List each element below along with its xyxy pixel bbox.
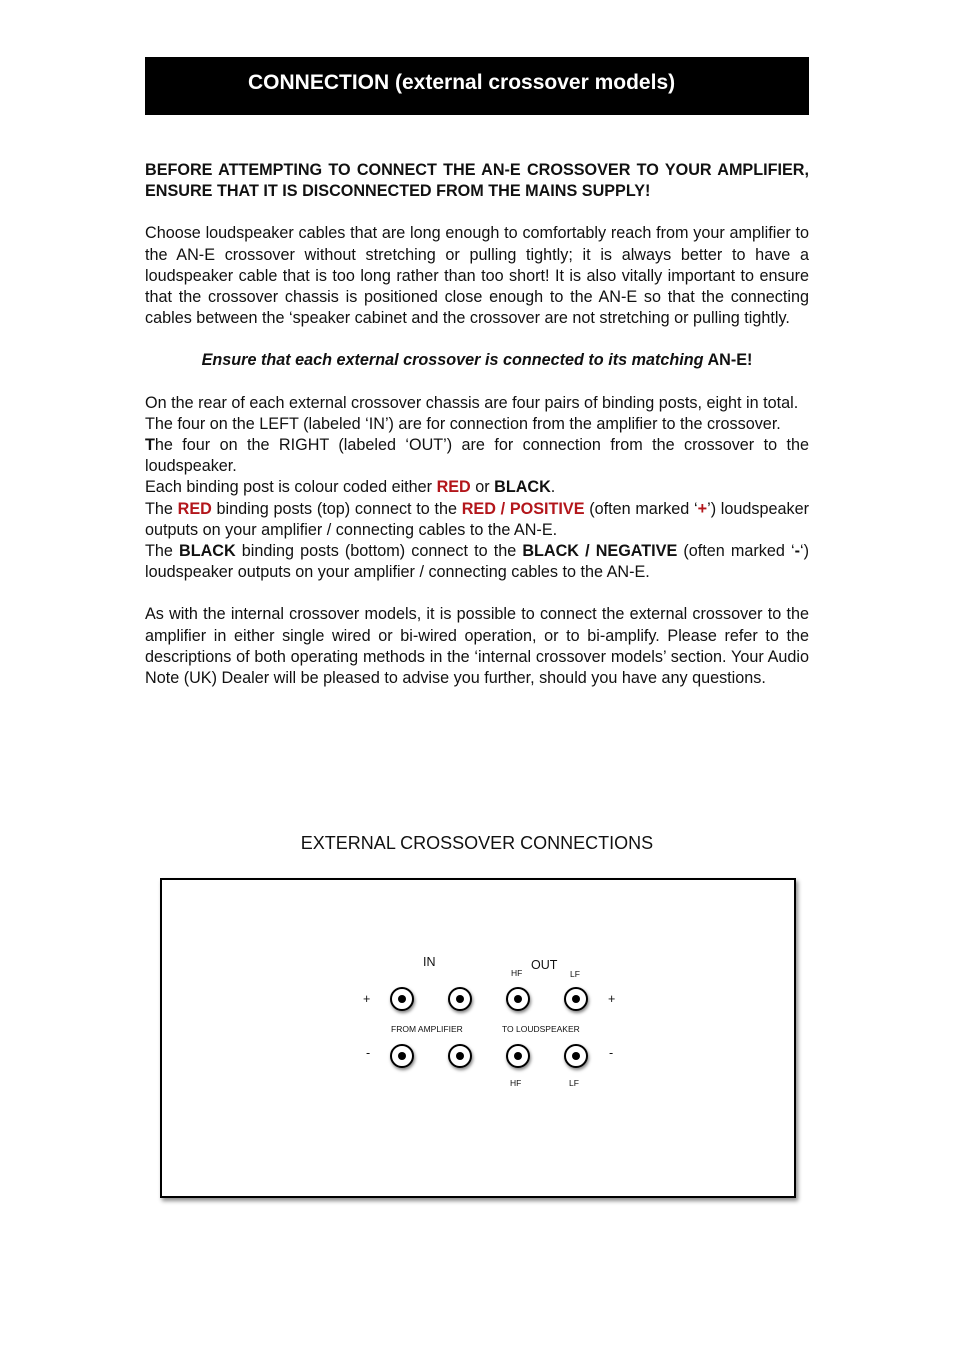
crossover-diagram [160, 878, 796, 1198]
colour-black-word: BLACK [494, 478, 551, 497]
matching-note-italic: Ensure that each external crossover is connected to its matching [201, 351, 704, 370]
to-loudspeaker-label: TO LOUDSPEAKER [502, 1024, 580, 1034]
paragraph-right-initial: T [145, 436, 155, 455]
out-label: OUT [531, 958, 558, 972]
binding-post-out-lf-negative [564, 1044, 588, 1068]
binding-post-out-hf-negative [506, 1044, 530, 1068]
matching-note-bold: AN-E! [707, 351, 753, 370]
warning-text: BEFORE ATTEMPTING TO CONNECT THE AN-E CROSSOVER TO YOUR AMPLIFIER, ENSURE THAT IT IS DISCONNECTED FROM THE MAINS SUPPLY! [145, 161, 809, 201]
plus-left-label: + [363, 992, 371, 1006]
red-text-d: ’) loudspeaker outputs on your amplifier / connecting cables to the AN-E. [145, 499, 809, 539]
black-minus: - [794, 542, 800, 561]
red-text-c: (often marked ‘ [584, 499, 698, 518]
hf-top-label: HF [511, 968, 523, 978]
hf-bottom-label: HF [510, 1078, 522, 1088]
minus-left-label: - [366, 1046, 371, 1060]
binding-post-in-negative-1 [390, 1044, 414, 1068]
red-positive: RED / POSITIVE [461, 499, 585, 518]
binding-post-out-hf-positive [506, 987, 530, 1011]
black-word: BLACK [179, 542, 236, 561]
paragraph-right [145, 435, 809, 477]
paragraph-colour [145, 477, 809, 498]
red-word: RED [177, 499, 212, 518]
page-title: CONNECTION (external crossover models) [248, 71, 676, 94]
page-title-bar [145, 57, 809, 115]
red-text-b: binding posts (top) connect to the [211, 499, 462, 518]
body-text [145, 160, 809, 689]
plus-right-label: + [608, 992, 616, 1006]
paragraph-black [145, 541, 809, 583]
in-label: IN [423, 955, 436, 969]
red-plus: + [697, 499, 708, 518]
from-amplifier-label: FROM AMPLIFIER [391, 1024, 463, 1034]
binding-post-out-lf-positive [564, 987, 588, 1011]
paragraph-left: The four on the LEFT (labeled ‘IN’) are for connection from the amplifier to the crossover. [145, 414, 781, 433]
binding-post-in-positive-2 [448, 987, 472, 1011]
colour-text-a: Each binding post is colour coded either [145, 478, 437, 497]
minus-right-label: - [609, 1046, 614, 1060]
paragraph-last: As with the internal crossover models, it is possible to connect the external crossover to the amplifier in either single wired or bi-wired operation, or to bi-amplify. Please refer to the descriptions of both operating methods in the ‘internal crossover models’ section. Your Audio Note (UK) Dealer will be pleased to advise you further, should you have any questions. [145, 605, 809, 688]
matching-note [145, 350, 809, 371]
red-text-a: The [145, 499, 178, 518]
paragraph-rear: On the rear of each external crossover chassis are four pairs of binding posts, eight in total. [145, 393, 799, 412]
black-text-a: The [145, 542, 180, 561]
colour-or: or [470, 478, 495, 497]
paragraph-red [145, 499, 809, 541]
binding-post-in-positive-1 [390, 987, 414, 1011]
diagram-title: EXTERNAL CROSSOVER CONNECTIONS [300, 833, 654, 853]
black-text-b: binding posts (bottom) connect to the [235, 542, 523, 561]
lf-top-label: LF [570, 969, 580, 979]
black-negative: BLACK / NEGATIVE [522, 542, 678, 561]
colour-end: . [550, 478, 556, 497]
colour-red-word: RED [436, 478, 471, 497]
paragraph-cables: Choose loudspeaker cables that are long enough to comfortably reach from your amplifier to the AN-E crossover without stretching or pulling tightly; it is always better to have a loudspeaker cable that is too long rather than too short! It is also vitally important to ensure that the crossover chassis is positioned close enough to the AN-E so that the connecting cables between the ‘speaker cabinet and the crossover are not stretching or pulling tightly. [145, 224, 809, 328]
lf-bottom-label: LF [569, 1078, 579, 1088]
binding-post-in-negative-2 [448, 1044, 472, 1068]
paragraph-right-text: he four on the RIGHT (labeled ‘OUT’) are for connection from the crossover to the loudspeaker. [145, 436, 809, 476]
black-text-c: (often marked ‘ [677, 542, 795, 561]
black-text-d: ‘) loudspeaker outputs on your amplifier / connecting cables to the AN-E. [145, 542, 809, 582]
